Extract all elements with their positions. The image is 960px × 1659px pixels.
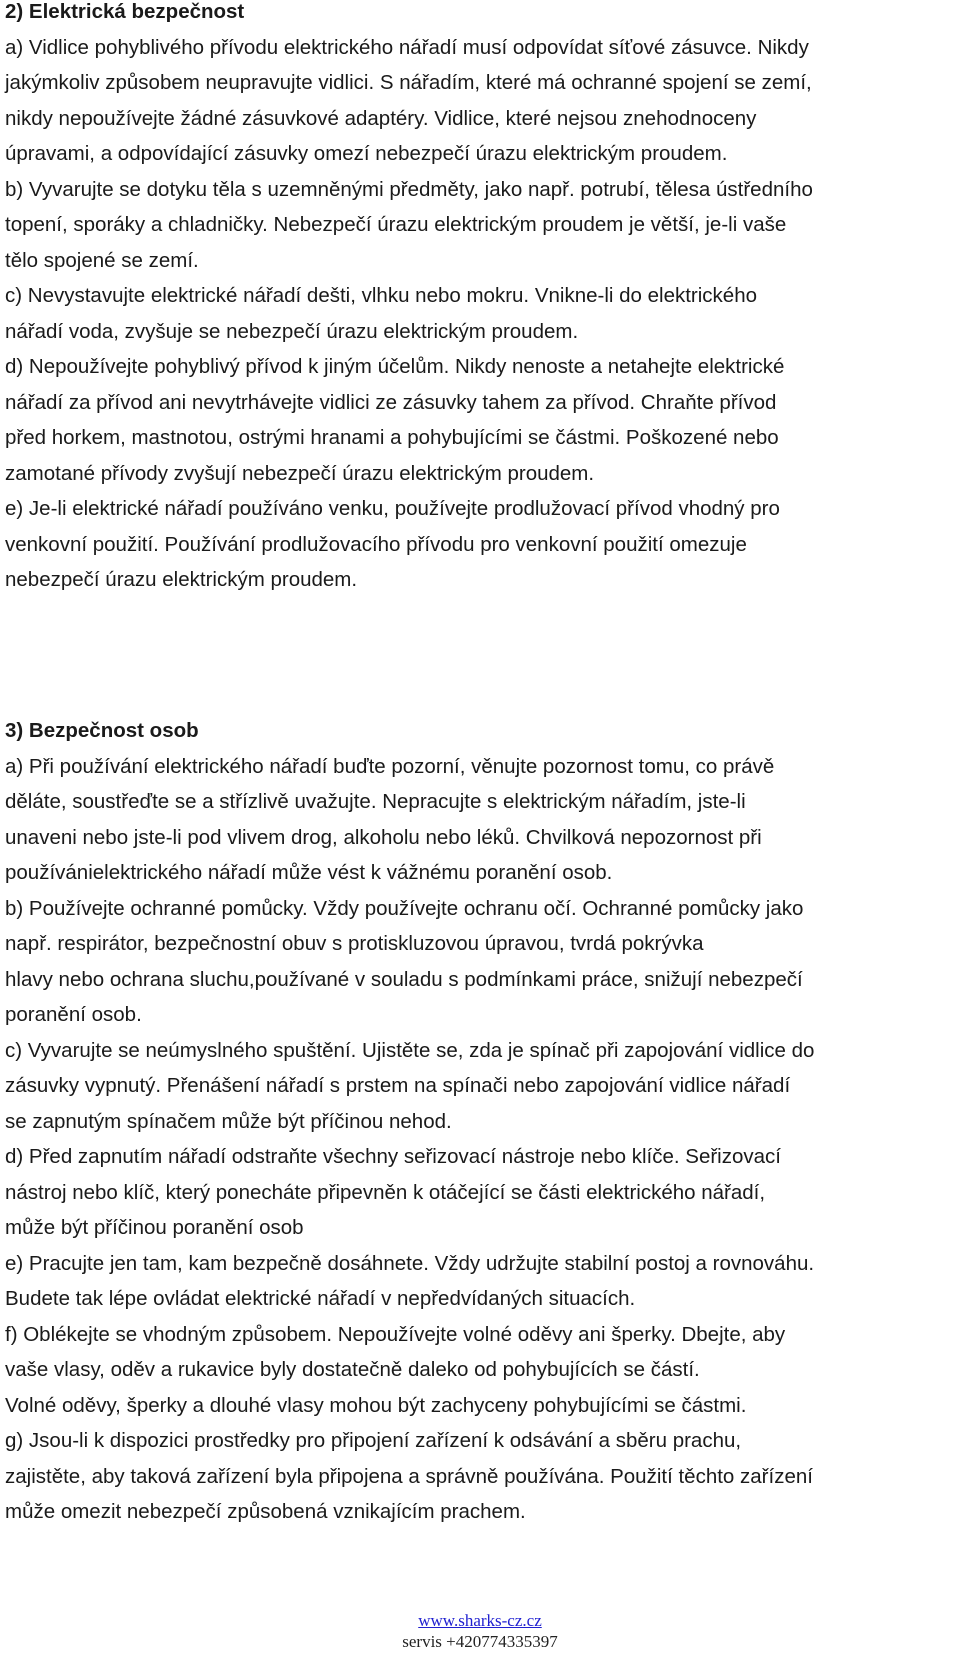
paragraph-line: nástroj nebo klíč, který ponecháte připevněn k otáčející se části elektrického nářadí,	[5, 1180, 766, 1204]
paragraph-line: nikdy nepoužívejte žádné zásuvkové adaptéry. Vidlice, které nejsou znehodnoceny	[5, 106, 757, 130]
paragraph-line: zásuvky vypnutý. Přenášení nářadí s prstem na spínači nebo zapojování vidlice nářadí	[5, 1074, 791, 1097]
paragraph-line: může omezit nebezpečí způsobená vznikajícím prachem.	[5, 1500, 526, 1523]
paragraph-line: topení, sporáky a chladničky. Nebezpečí úrazu elektrickým proudem je větší, je-li vaše	[5, 213, 787, 236]
paragraph-line: používánielektrického nářadí může vést k vážnému poranění osob.	[5, 861, 613, 884]
section-personal-safety	[5, 713, 955, 1530]
paragraph-line: se zapnutým spínačem může být příčinou nehod.	[5, 1109, 452, 1133]
paragraph-line: g) Jsou-li k dispozici prostředky pro připojení zařízení k odsávání a sběru prachu,	[5, 1429, 742, 1452]
paragraph-line: c) Nevystavujte elektrické nářadí dešti, vlhku nebo mokru. Vnikne-li do elektrického	[5, 284, 758, 307]
paragraph-line: hlavy nebo ochrana sluchu,používané v souladu s podmínkami práce, snižují nebezpečí	[5, 967, 803, 991]
paragraph-line: venkovní použití. Používání prodlužovacího přívodu pro venkovní použití omezuje	[5, 532, 747, 556]
paragraph-line: nářadí voda, zvyšuje se nebezpečí úrazu elektrickým proudem.	[5, 319, 579, 343]
paragraph-line: jakýmkoliv způsobem neupravujte vidlici. S nářadím, které má ochranné spojení se zemí,	[5, 71, 812, 94]
paragraph-line: např. respirátor, bezpečnostní obuv s protiskluzovou úpravou, tvrdá pokrývka	[5, 932, 704, 955]
paragraph-line: děláte, soustřeďte se a střízlivě uvažujte. Nepracujte s elektrickým nářadím, jste-li	[5, 790, 746, 813]
paragraph-line: zajistěte, aby taková zařízení byla připojena a správně používána. Použití těchto zařízení	[5, 1464, 813, 1488]
paragraph-line: unaveni nebo jste-li pod vlivem drog, alkoholu nebo léků. Chvilková nepozornost při	[5, 825, 762, 849]
service-phone: servis +420774335397	[402, 1632, 558, 1651]
section-electrical-safety	[5, 0, 955, 598]
section-body	[5, 749, 955, 1530]
paragraph-line: d) Před zapnutím nářadí odstraňte všechny seřizovací nástroje nebo klíče. Seřizovací	[5, 1145, 781, 1168]
paragraph-line: c) Vyvarujte se neúmyslného spuštění. Ujistěte se, zda je spínač při zapojování vidlice do	[5, 1038, 815, 1062]
paragraph-line: Volné oděvy, šperky a dlouhé vlasy mohou být zachyceny pohybujícími se částmi.	[5, 1393, 747, 1417]
paragraph-line: f) Oblékejte se vhodným způsobem. Nepoužívejte volné oděvy ani šperky. Dbejte, aby	[5, 1322, 786, 1346]
paragraph-line: zamotané přívody zvyšují nebezpečí úrazu elektrickým proudem.	[5, 461, 595, 485]
paragraph-line: nebezpečí úrazu elektrickým proudem.	[5, 568, 358, 591]
paragraph-line: poranění osob.	[5, 1003, 142, 1026]
paragraph-line: a) Vidlice pohyblivého přívodu elektrického nářadí musí odpovídat síťové zásuvce. Nikdy	[5, 35, 809, 59]
paragraph-line: nářadí za přívod ani nevytrhávejte vidlici ze zásuvky tahem za přívod. Chraňte přívod	[5, 390, 777, 414]
paragraph-line: d) Nepoužívejte pohyblivý přívod k jiným účelům. Nikdy nenoste a netahejte elektrické	[5, 355, 785, 378]
paragraph-line: a) Při používání elektrického nářadí buďte pozorní, věnujte pozornost tomu, co právě	[5, 754, 775, 778]
paragraph-line: tělo spojené se zemí.	[5, 248, 199, 272]
website-link[interactable]: www.sharks-cz.cz	[418, 1611, 542, 1630]
paragraph-line: úpravami, a odpovídající zásuvky omezí nebezpečí úrazu elektrickým proudem.	[5, 142, 728, 165]
paragraph-line: e) Je-li elektrické nářadí používáno venku, používejte prodlužovací přívod vhodný pro	[5, 497, 780, 520]
paragraph-line: Budete tak lépe ovládat elektrické nářadí v nepředvídaných situacích.	[5, 1287, 636, 1310]
paragraph-line: vaše vlasy, oděv a rukavice byly dostatečně daleko od pohybujících se částí.	[5, 1358, 700, 1381]
page-footer	[0, 1610, 960, 1652]
paragraph-line: může být příčinou poranění osob	[5, 1216, 304, 1239]
section-heading: 3) Bezpečnost osob	[5, 719, 199, 742]
paragraph-line: před horkem, mastnotou, ostrými hranami a pohybujícími se částmi. Poškozené nebo	[5, 426, 779, 449]
section-heading: 2) Elektrická bezpečnost	[5, 0, 245, 23]
paragraph-line: b) Vyvarujte se dotyku těla s uzemněnými předměty, jako např. potrubí, tělesa ústředního	[5, 177, 813, 201]
paragraph-line: b) Používejte ochranné pomůcky. Vždy používejte ochranu očí. Ochranné pomůcky jako	[5, 896, 804, 920]
section-body	[5, 30, 955, 598]
paragraph-line: e) Pracujte jen tam, kam bezpečně dosáhnete. Vždy udržujte stabilní postoj a rovnováhu.	[5, 1251, 815, 1275]
